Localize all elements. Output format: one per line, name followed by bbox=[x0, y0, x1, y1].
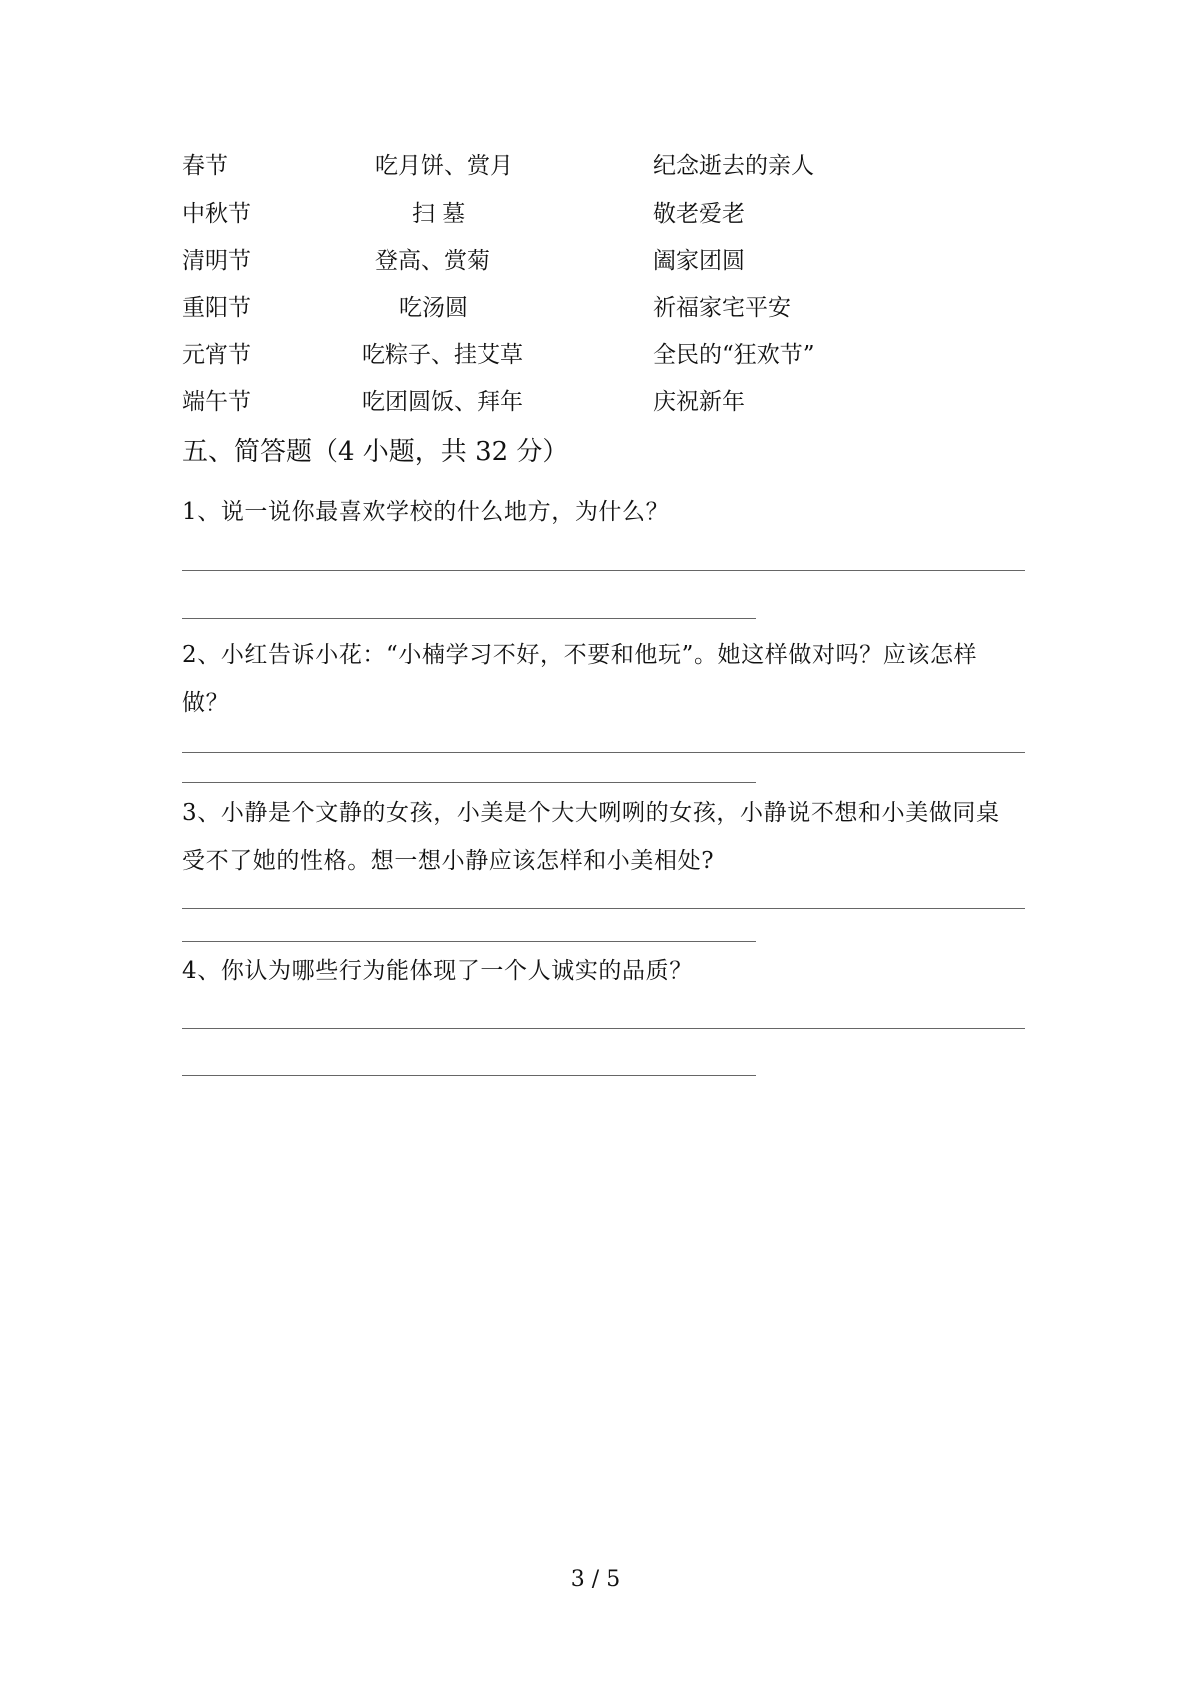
matching-row bbox=[182, 291, 1042, 325]
section-title: 五、简答题（4 小题，共 32 分） bbox=[182, 437, 569, 467]
answer-line[interactable] bbox=[182, 618, 756, 619]
matching-row bbox=[182, 197, 1042, 231]
answer-line[interactable] bbox=[182, 1075, 756, 1076]
festival-name: 端午节 bbox=[182, 389, 251, 415]
festival-custom: 扫 墓 bbox=[412, 201, 466, 227]
festival-custom: 吃汤圆 bbox=[399, 295, 468, 321]
festival-custom: 吃月饼、赏月 bbox=[375, 153, 513, 179]
festival-name: 春节 bbox=[182, 153, 228, 179]
answer-line[interactable] bbox=[182, 908, 1025, 909]
festival-custom: 吃团圆饭、拜年 bbox=[362, 389, 523, 415]
festival-custom: 吃粽子、挂艾草 bbox=[362, 342, 523, 368]
question-1: 1、说一说你最喜欢学校的什么地方，为什么？ bbox=[182, 499, 670, 525]
festival-meaning: 阖家团圆 bbox=[653, 248, 745, 274]
answer-line[interactable] bbox=[182, 1028, 1025, 1029]
matching-row bbox=[182, 338, 1042, 372]
festival-custom: 登高、赏菊 bbox=[375, 248, 490, 274]
festival-meaning: 庆祝新年 bbox=[653, 389, 745, 415]
matching-row bbox=[182, 385, 1042, 419]
festival-name: 清明节 bbox=[182, 248, 251, 274]
answer-line[interactable] bbox=[182, 941, 756, 942]
matching-row bbox=[182, 244, 1042, 278]
festival-name: 重阳节 bbox=[182, 295, 251, 321]
page-number: 3 / 5 bbox=[570, 1567, 621, 1592]
answer-line[interactable] bbox=[182, 570, 1025, 571]
festival-meaning: 祈福家宅平安 bbox=[653, 295, 791, 321]
answer-line[interactable] bbox=[182, 752, 1025, 753]
answer-line[interactable] bbox=[182, 782, 756, 783]
festival-meaning: 敬老爱老 bbox=[653, 201, 745, 227]
question-4: 4、你认为哪些行为能体现了一个人诚实的品质？ bbox=[182, 958, 693, 984]
festival-meaning: 纪念逝去的亲人 bbox=[653, 153, 814, 179]
festival-name: 元宵节 bbox=[182, 342, 251, 368]
festival-name: 中秋节 bbox=[182, 201, 251, 227]
question-2: 2、小红告诉小花：“小楠学习不好，不要和他玩”。她这样做对吗？应该怎样做？ bbox=[182, 642, 978, 716]
question-3: 3、小静是个文静的女孩，小美是个大大咧咧的女孩，小静说不想和小美做同桌受不了她的性格。想一想小静应该怎样和小美相处? bbox=[182, 800, 1000, 874]
festival-meaning: 全民的“狂欢节” bbox=[653, 342, 815, 368]
matching-row bbox=[182, 149, 1042, 183]
